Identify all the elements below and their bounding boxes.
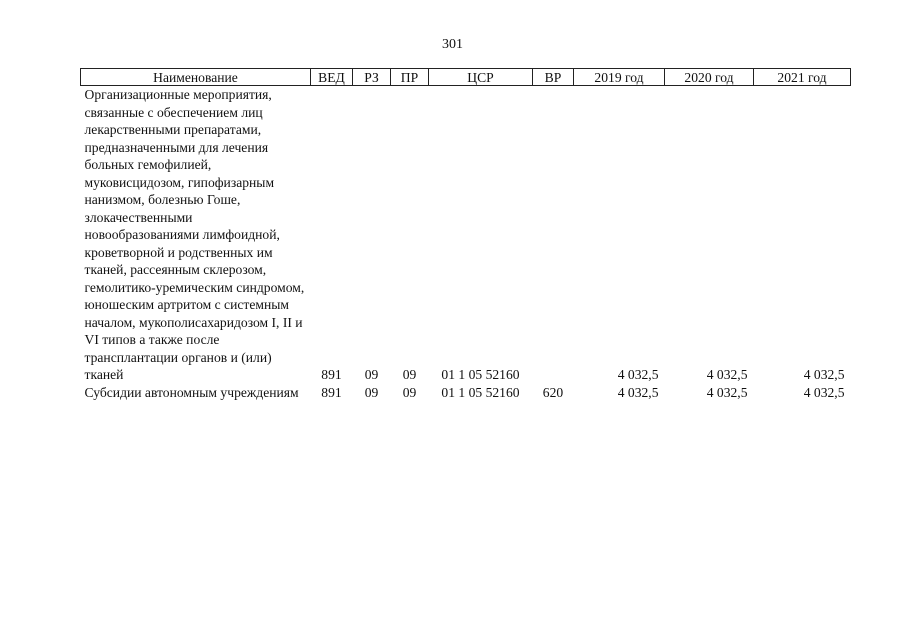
row-2021: 4 032,5 <box>803 367 845 382</box>
header-name: Наименование <box>81 69 311 86</box>
row-rz: 09 <box>364 384 379 400</box>
row-2019: 4 032,5 <box>617 384 659 400</box>
row-rz: 09 <box>364 367 379 382</box>
table-row <box>81 384 851 402</box>
row-vr: 620 <box>542 384 564 400</box>
row-ved: 891 <box>321 384 342 400</box>
row-pr: 09 <box>402 384 417 400</box>
row-2020: 4 032,5 <box>706 367 748 382</box>
row-name: Субсидии автономным учреждениям <box>84 384 299 400</box>
row-csr: 01 1 05 52160 <box>441 384 520 400</box>
header-ved: ВЕД <box>311 69 353 86</box>
page-number: 301 <box>442 37 463 52</box>
header-vr: ВР <box>533 69 574 86</box>
header-2021: 2021 год <box>754 69 851 86</box>
row-ved: 891 <box>321 367 342 382</box>
row-2021: 4 032,5 <box>803 384 845 400</box>
row-name-cell <box>81 384 311 402</box>
header-2019: 2019 год <box>574 69 665 86</box>
header-csr: ЦСР <box>429 69 533 86</box>
row-name-cell <box>81 86 311 384</box>
header-pr: ПР <box>391 69 429 86</box>
row-2019: 4 032,5 <box>617 367 659 382</box>
budget-table <box>80 68 851 401</box>
row-2020: 4 032,5 <box>706 384 748 400</box>
table-row <box>81 86 851 384</box>
table-header-row <box>81 69 851 86</box>
header-2020: 2020 год <box>665 69 754 86</box>
header-rz: РЗ <box>353 69 391 86</box>
row-vr <box>533 86 574 384</box>
row-csr: 01 1 05 52160 <box>441 367 520 382</box>
row-pr: 09 <box>402 367 417 382</box>
row-name: Организационные мероприятия, связанные с обеспечением лиц лекарственными препаратами, предназначенными для лечения больных гемофилией, муковисцидозом, гипофизарным нанизмом, болезнью Гоше, злокачественными новообразованиями лимфоидной, кроветворной и родственных им тканей, рассеянным склерозом, гемолитико-уремическим синдромом, юношеским артритом с системным началом, мукополисахаридозом I, II и VI типов а также после трансплантации органов и (или) тканей <box>84 87 305 382</box>
